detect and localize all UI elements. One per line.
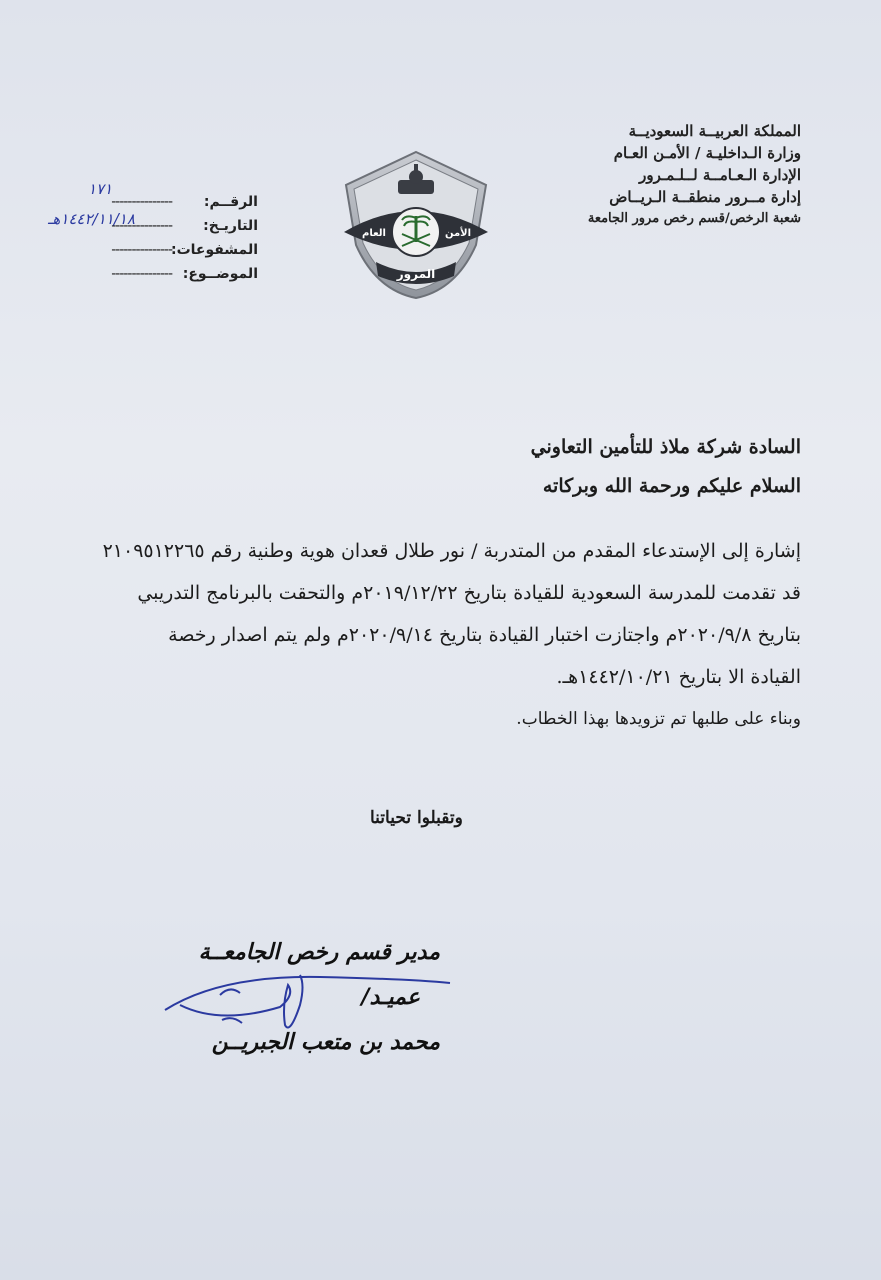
subject-label: الموضــوع: xyxy=(182,266,258,282)
addressee: السادة شركة ملاذ للتأمين التعاوني xyxy=(530,436,801,458)
logo-text-bottom: المرور xyxy=(396,267,436,281)
signatory-name: محمد بن متعب الجبريــن xyxy=(211,1030,440,1055)
logo-text-left: العام xyxy=(362,228,386,239)
signatory-rank: عميـد/ xyxy=(361,985,420,1010)
attachments-label: المشفوعات: xyxy=(170,242,258,258)
letter-body xyxy=(61,530,801,740)
letter-meta xyxy=(58,190,258,286)
handwritten-number: ١٧١ xyxy=(88,180,113,198)
date-label: التاريـخ: xyxy=(203,218,258,234)
greeting-line-1: السلام عليكم ورحمة الله وبركاته xyxy=(542,475,801,497)
handwritten-date: ١٤٤٢/١١/١٨هـ xyxy=(48,210,135,228)
meta-subject-row xyxy=(58,262,258,286)
body-line: القيادة الا بتاريخ ١٤٤٢/١٠/٢١هـ. xyxy=(556,666,801,688)
public-security-traffic-logo xyxy=(336,150,496,300)
subject-dots: --------------- xyxy=(111,266,172,282)
attachments-dots: --------------- xyxy=(111,242,172,258)
date-dots: --------------- xyxy=(111,218,172,234)
header-line: الإدارة الـعـامــة لــلـمـرور xyxy=(639,166,801,184)
number-label: الرقــم: xyxy=(203,194,258,210)
signatory-title: مدير قسم رخص الجامعــة xyxy=(198,940,440,965)
body-line: قد تقدمت للمدرسة السعودية للقيادة بتاريخ ٢٠١٩/١٢/٢٢م والتحقت بالبرنامج التدريبي xyxy=(137,582,801,604)
header-line: شعبة الرخص/قسم رخص مرور الجامعة xyxy=(587,211,801,226)
letter-salutation xyxy=(61,430,801,504)
meta-attachments-row xyxy=(58,238,258,262)
header-line: وزارة الـداخليـة / الأمـن العـام xyxy=(613,144,801,162)
number-dots: --------------- xyxy=(111,194,172,210)
body-line: وبناء على طلبها تم تزويدها بهذا الخطاب. xyxy=(516,709,801,729)
body-line: بتاريخ ٢٠٢٠/٩/٨م واجتازت اختبار القيادة بتاريخ ٢٠٢٠/٩/١٤م ولم يتم اصدار رخصة xyxy=(168,624,801,646)
logo-text-right: الأمن xyxy=(444,228,472,239)
header-line: المملكة العربيــة السعوديــة xyxy=(628,122,801,140)
handwritten-signature-icon xyxy=(160,965,460,1045)
header-line: إدارة مــرور منطقــة الـريــاض xyxy=(609,188,801,206)
body-line: إشارة إلى الإستدعاء المقدم من المتدربة / نور طلال قعدان هوية وطنية رقم ٢١٠٩٥١٢٢٦٥ xyxy=(102,540,801,562)
closing-line: وتقبلوا تحياتنا xyxy=(370,808,463,828)
letterhead-ministry xyxy=(511,120,801,230)
